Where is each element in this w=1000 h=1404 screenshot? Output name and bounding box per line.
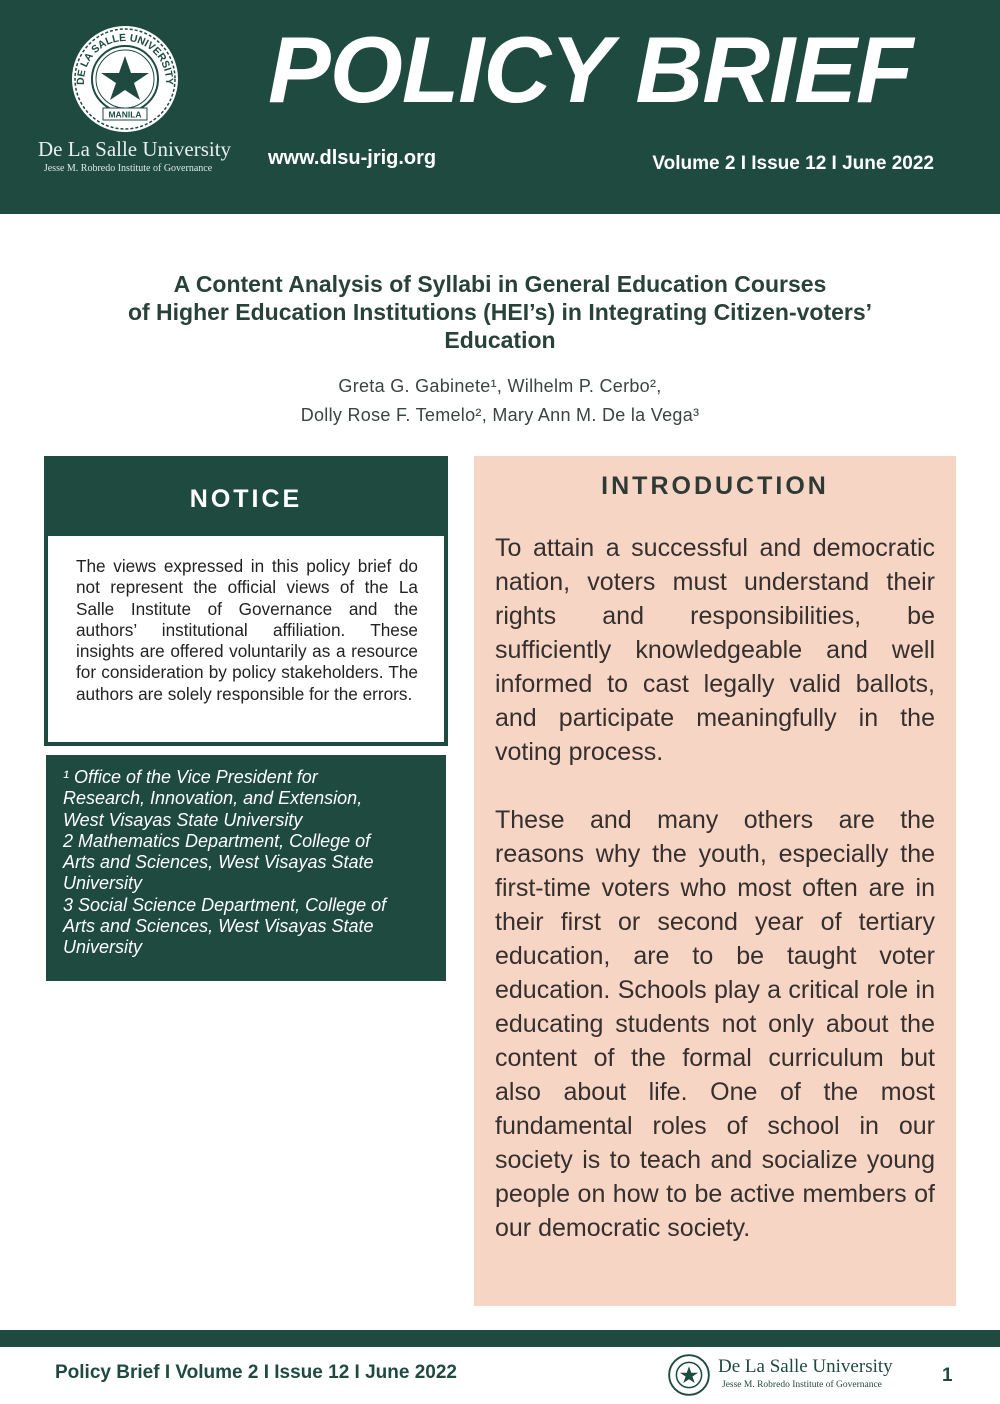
notice-heading: NOTICE — [189, 485, 303, 513]
document-title — [60, 270, 940, 354]
affiliations-box — [46, 755, 446, 981]
footer-institute-name: Jesse M. Robredo Institute of Governance — [722, 1380, 882, 1390]
logo-university-name: De La Salle University — [38, 137, 232, 161]
header-band — [0, 0, 1000, 214]
notice-box — [44, 456, 448, 746]
notice-body: The views expressed in this policy brief do not represent the official views of the La Salle Institute of Governance and the authors’ institutional affiliation. These insights are offered voluntarily as a resource for consideration by policy stakeholders. The authors are solely responsible for the errors. — [48, 536, 444, 742]
logo-institute-name: Jesse M. Robredo Institute of Governance — [43, 163, 213, 174]
university-seal-logo — [70, 24, 180, 134]
title-line-2: of Higher Education Institutions (HEI’s) in Integrating Citizen-voters’ — [127, 299, 873, 325]
authors — [60, 372, 940, 430]
affiliation-2: 2 Mathematics Department, College of Arts and Sciences, West Visayas State University — [63, 830, 374, 894]
affiliation-1: ¹ Office of the Vice President for Research, Innovation, and Extension, West Visayas State University — [63, 767, 363, 830]
footer-university-name: De La Salle University — [718, 1356, 893, 1377]
website-link[interactable]: www.dlsu-jrig.org — [268, 147, 437, 169]
introduction-paragraph-2: These and many others are the reasons why the youth, especially the first-time voters who most often are in their first or second year of tertiary education, are to be taught voter education. Schools play a critical role in educating students not only about the content of the formal curriculum but also about life. One of the most fundamental roles of school in our society is to teach and socialize young people on how to be active members of our democratic society. — [495, 806, 935, 1242]
introduction-paragraph-1: To attain a successful and democratic nation, voters must understand their rights and responsibilities, be sufficiently knowledgeable and well informed to cast legally valid ballots, and participate meaningfully in the voting process. — [495, 534, 935, 766]
page-number: 1 — [942, 1365, 953, 1386]
introduction-heading: INTRODUCTION — [601, 472, 829, 500]
affiliation-3: 3 Social Science Department, College of Arts and Sciences, West Visayas State University — [63, 894, 387, 958]
authors-line-2: Dolly Rose F. Temelo², Mary Ann M. De la Vega³ — [300, 405, 700, 425]
footer-seal-logo — [668, 1354, 710, 1396]
title-line-3: Education — [444, 327, 556, 353]
svg-text:MANILA: MANILA — [108, 109, 142, 120]
page-title: POLICY BRIEF — [268, 17, 913, 122]
title-line-1: A Content Analysis of Syllabi in General Education Courses — [173, 271, 827, 297]
introduction-section — [474, 456, 956, 1306]
svg-text:DE LA SALLE UNIVERSITY: DE LA SALLE UNIVERSITY — [74, 31, 176, 86]
volume-info: Volume 2 I Issue 12 I June 2022 — [652, 153, 934, 174]
footer-band — [0, 1330, 1000, 1347]
authors-line-1: Greta G. Gabinete¹, Wilhelm P. Cerbo², — [338, 376, 662, 396]
footer-issue-info: Policy Brief I Volume 2 I Issue 12 I June 2022 — [55, 1362, 457, 1383]
